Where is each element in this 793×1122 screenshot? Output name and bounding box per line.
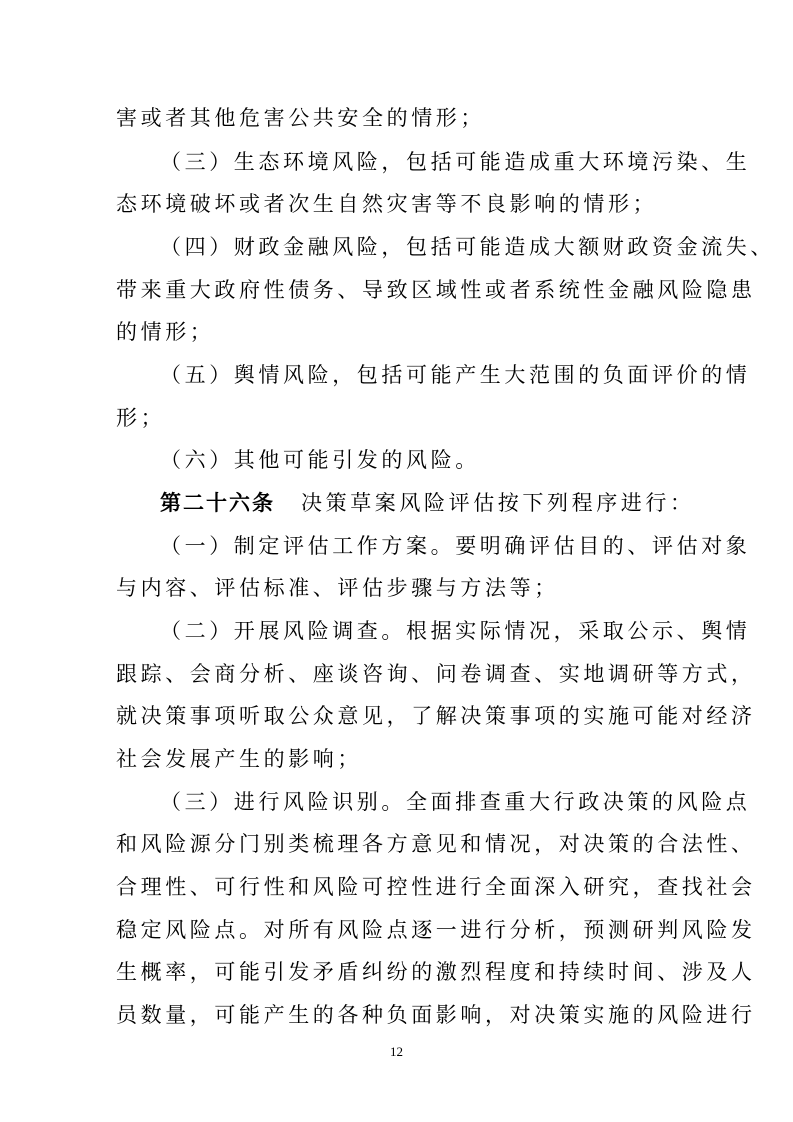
text-line: （一）制定评估工作方案。要明确评估目的、评估对象: [160, 534, 751, 558]
text-line: 和风险源分门别类梳理各方意见和情况，对决策的合法性、: [116, 832, 756, 856]
text-line: （三）生态环境风险，包括可能造成重大环境污染、生: [160, 150, 751, 174]
text-line: 形；: [116, 406, 166, 430]
text-line: 社会发展产生的影响；: [116, 747, 362, 771]
text-line: （二）开展风险调查。根据实际情况，采取公示、舆情: [160, 619, 751, 643]
text-line: 员数量，可能产生的各种负面影响，对决策实施的风险进行: [116, 1003, 756, 1027]
text-line: 跟踪、会商分析、座谈咨询、问卷调查、实地调研等方式，: [116, 662, 756, 686]
text-line: （六）其他可能引发的风险。: [160, 448, 480, 472]
text-line: （四）财政金融风险，包括可能造成大额财政资金流失、: [160, 235, 775, 259]
article-heading-line: [160, 489, 720, 517]
text-line: 合理性、可行性和风险可控性进行全面深入研究，查找社会: [116, 875, 756, 899]
page-number: 12: [390, 1044, 403, 1059]
text-line: 带来重大政府性债务、导致区域性或者系统性金融风险隐患: [116, 278, 756, 302]
article-number: 第二十六条: [160, 491, 275, 515]
text-line: 决策草案风险评估按下列程序进行：: [301, 491, 695, 515]
text-line: （五）舆情风险，包括可能产生大范围的负面评价的情: [160, 363, 751, 387]
text-line: 的情形；: [116, 320, 215, 344]
text-line: 就决策事项听取公众意见，了解决策事项的实施可能对经济: [116, 704, 756, 728]
text-line: 与内容、评估标准、评估步骤与方法等；: [116, 576, 559, 600]
text-line: 态环境破坏或者次生自然灾害等不良影响的情形；: [116, 192, 658, 216]
text-line: 害或者其他危害公共安全的情形；: [116, 106, 485, 130]
text-line: （三）进行风险识别。全面排查重大行政决策的风险点: [160, 790, 751, 814]
text-line: 生概率，可能引发矛盾纠纷的激烈程度和持续时间、涉及人: [116, 960, 756, 984]
text-line: 稳定风险点。对所有风险点逐一进行分析，预测研判风险发: [116, 918, 756, 942]
